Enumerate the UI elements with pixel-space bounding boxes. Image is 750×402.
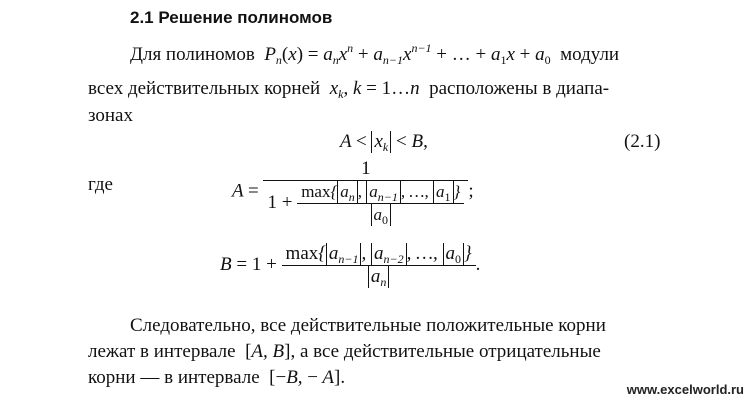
para1-line3: зонах (88, 105, 133, 126)
equation-number: (2.1) (624, 131, 661, 152)
para1-line1 (130, 41, 619, 68)
para2-line3a: корни — в интервале (88, 367, 260, 388)
roots-formula: $x_k$, k = 1…n (329, 78, 420, 101)
para2-line3b: . (340, 367, 346, 388)
para1-line2b: расположены в диапа- (429, 78, 610, 99)
para1-lead: Для полиномов (130, 44, 255, 65)
interval-neg: [−B, − A] (269, 367, 341, 388)
interval-ab: [A, B] (245, 341, 291, 362)
para1-line2a: всех действительных корней (88, 78, 321, 99)
para2-line3 (88, 364, 345, 391)
where-label: где (88, 174, 113, 195)
para2-line2 (88, 338, 601, 365)
b-formula: B = 1 + $\frac{\max\{ a_{n-1} , a_{n-2} , \dots, a_0 \}}{a_n}$ . (220, 243, 481, 289)
inequality-formula: $A < x_k < B$, (340, 131, 428, 154)
a-formula: A = 1 1 + $\frac{\max\{ a_n , a_{n-1} , \dots, a_1 \}}{a_0}$ ; (232, 158, 474, 227)
para2-line2a: лежат в интервале (88, 341, 236, 362)
para1-tail: модули (560, 44, 620, 65)
para2-line2b: , а все действительные отрицательные (290, 341, 601, 362)
polynomial-formula: $P_n(x) = a_nx^n + a_{n-1}x^{n-1}$ + … + $a_1x + a_0$ (264, 41, 551, 67)
section-heading: 2.1 Решение полиномов (130, 8, 333, 27)
watermark: www.excelworld.ru (626, 382, 744, 397)
para1-line2 (88, 75, 609, 102)
para2-line1: Следовательно, все действительные положительные корни (130, 315, 606, 336)
